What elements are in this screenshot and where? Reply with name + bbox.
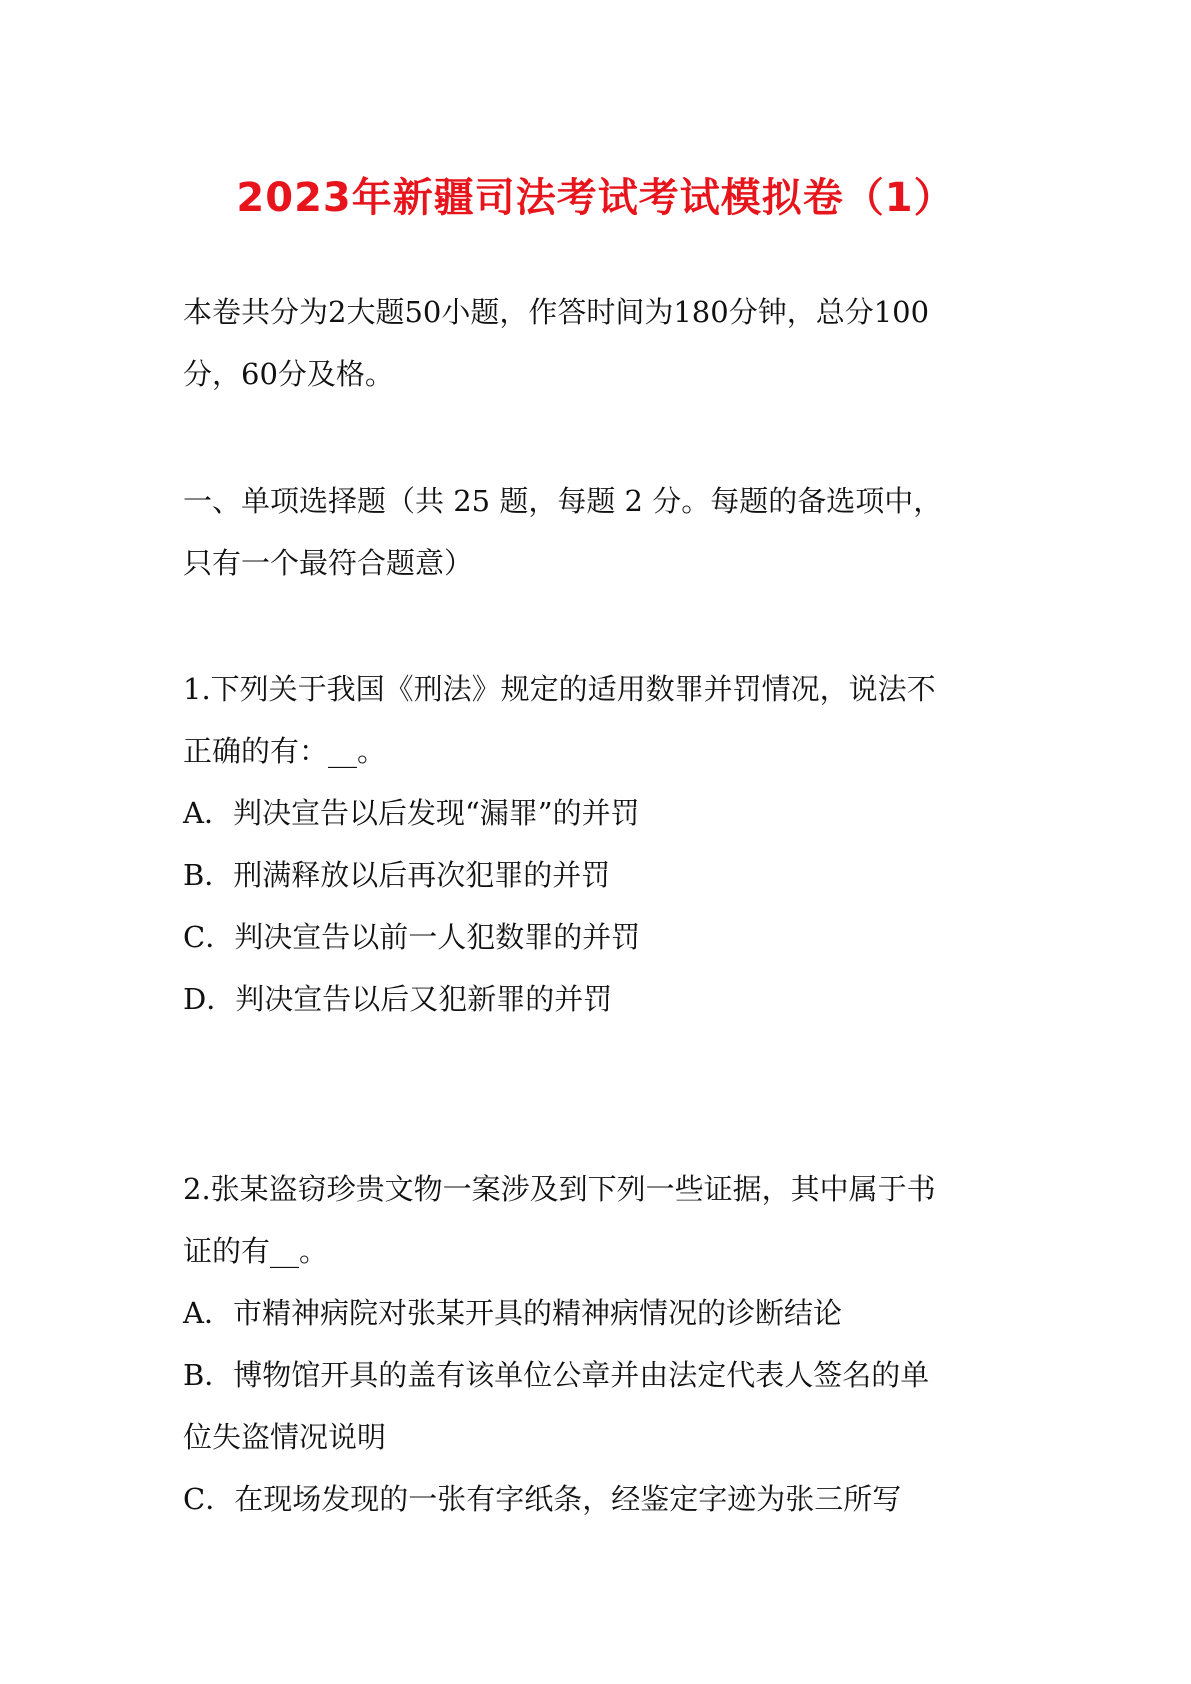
option-d: D．判决宣告以后又犯新罪的并罚 (183, 982, 613, 1016)
option-b: B．刑满释放以后再次犯罪的并罚 (183, 858, 611, 892)
option-c: C．在现场发现的一张有字纸条，经鉴定字迹为张三所写 (183, 1482, 902, 1516)
intro-line: 本卷共分为2大题50小题，作答时间为180分钟，总分100 (183, 295, 930, 329)
intro-line: 分，60分及格。 (183, 357, 394, 391)
question-stem-line: 证的有__。 (183, 1234, 329, 1268)
option-a: A．判决宣告以后发现“漏罪”的并罚 (183, 796, 640, 830)
question-stem-line: 正确的有：__。 (183, 734, 387, 768)
section-heading-line: 一、单项选择题（共 25 题，每题 2 分。每题的备选项中， (183, 484, 943, 518)
option-b-continued: 位失盗情况说明 (183, 1420, 387, 1454)
option-a: A．市精神病院对张某开具的精神病情况的诊断结论 (183, 1296, 842, 1330)
section-heading-line: 只有一个最符合题意） (183, 546, 474, 580)
document-title: 2023年新疆司法考试考试模拟卷（1） (236, 175, 955, 221)
question-stem-line: 1.下列关于我国《刑法》规定的适用数罪并罚情况，说法不 (183, 672, 936, 706)
question-1 (183, 658, 1023, 1030)
question-stem-line: 2.张某盗窃珍贵文物一案涉及到下列一些证据，其中属于书 (183, 1172, 936, 1206)
option-c: C．判决宣告以前一人犯数罪的并罚 (183, 920, 641, 954)
question-2 (183, 1158, 1023, 1530)
exam-intro (183, 281, 1023, 405)
section-heading (183, 470, 1023, 594)
option-b: B．博物馆开具的盖有该单位公章并由法定代表人签名的单 (183, 1358, 930, 1392)
